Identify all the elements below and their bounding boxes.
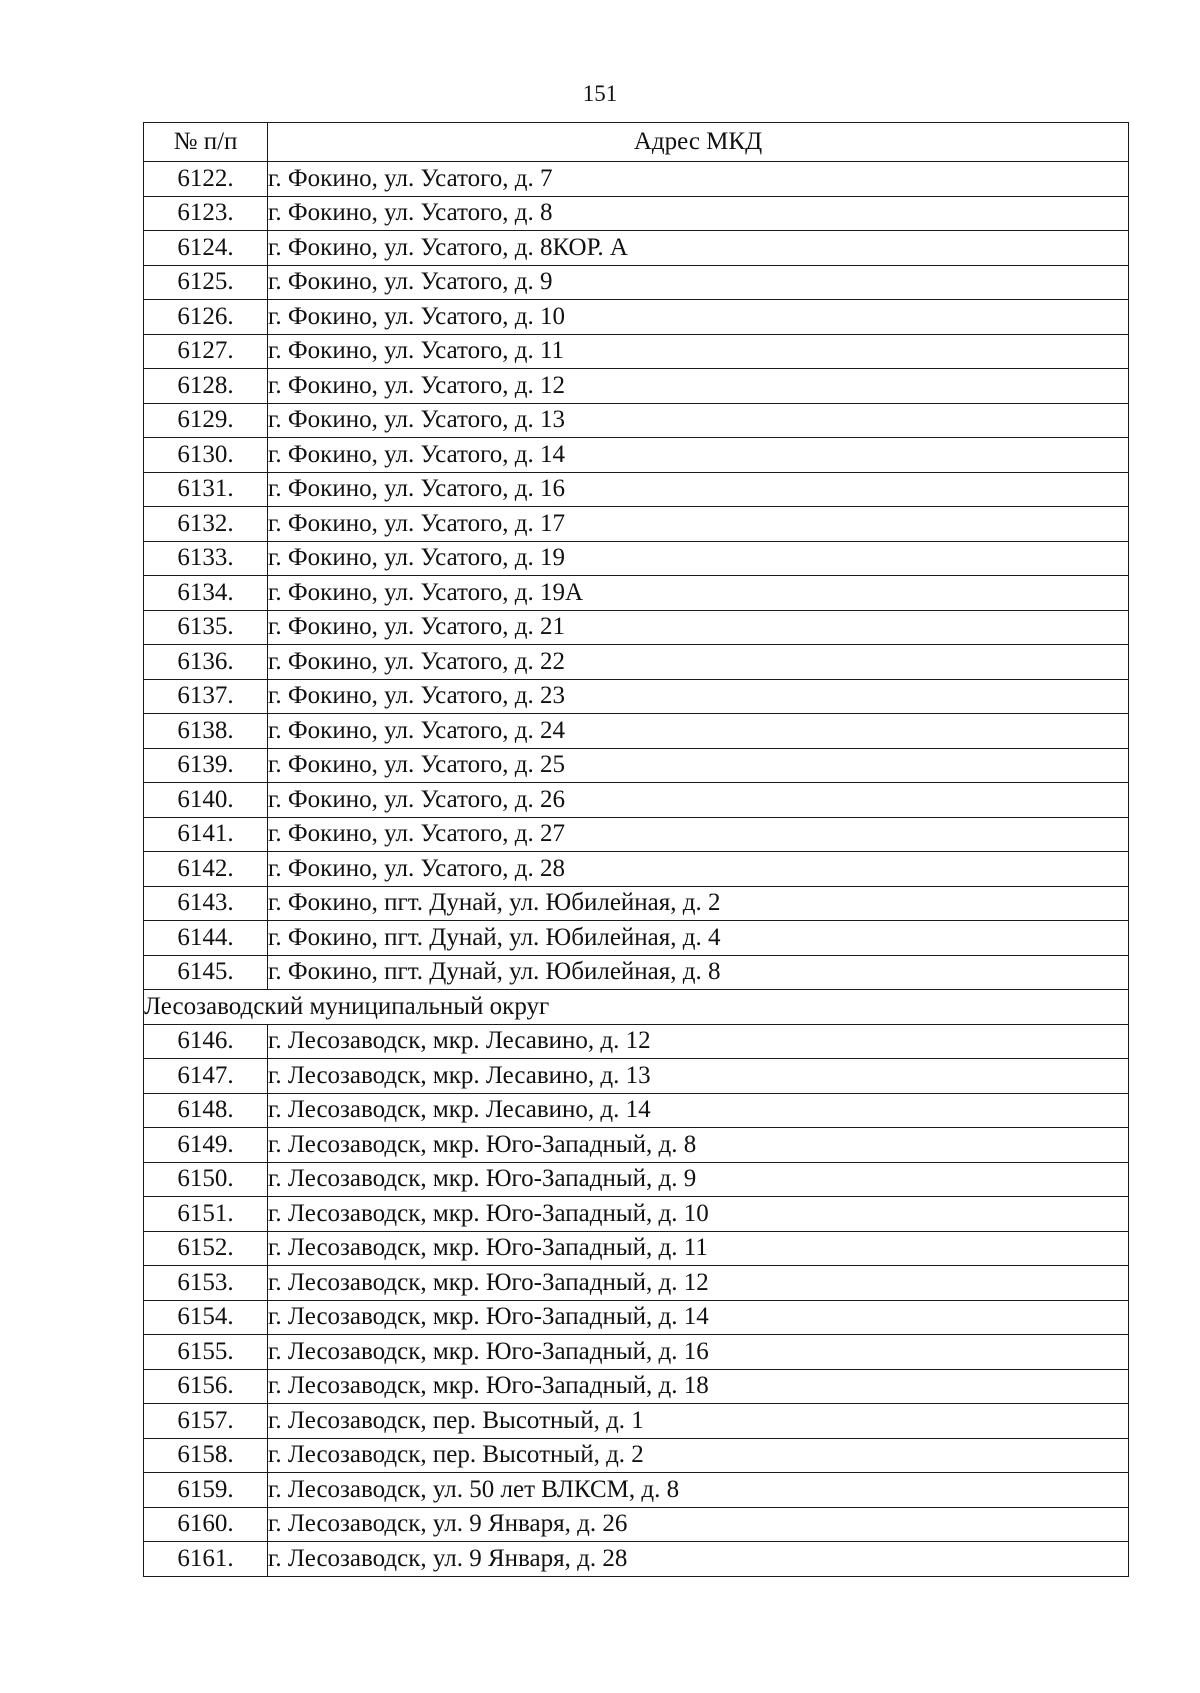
table-row (144, 507, 1129, 542)
row-number: 6144. (144, 921, 268, 956)
row-number: 6137. (144, 679, 268, 714)
row-number: 6145. (144, 955, 268, 990)
row-number: 6154. (144, 1300, 268, 1335)
row-number: 6143. (144, 886, 268, 921)
table-row (144, 231, 1129, 266)
row-address: г. Фокино, ул. Усатого, д. 9 (268, 265, 1129, 300)
row-number: 6122. (144, 162, 268, 197)
row-address: г. Фокино, ул. Усатого, д. 14 (268, 438, 1129, 473)
table-row (144, 576, 1129, 611)
row-address: г. Фокино, ул. Усатого, д. 25 (268, 748, 1129, 783)
table-row (144, 1335, 1129, 1370)
row-number: 6124. (144, 231, 268, 266)
table-row (144, 300, 1129, 335)
row-number: 6161. (144, 1542, 268, 1577)
row-address: г. Лесозаводск, ул. 50 лет ВЛКСМ, д. 8 (268, 1473, 1129, 1508)
table-row (144, 369, 1129, 404)
table-row (144, 1438, 1129, 1473)
table-row (144, 1024, 1129, 1059)
row-number: 6129. (144, 403, 268, 438)
table-row (144, 1197, 1129, 1232)
row-address: г. Лесозаводск, ул. 9 Января, д. 26 (268, 1507, 1129, 1542)
row-number: 6139. (144, 748, 268, 783)
row-number: 6133. (144, 541, 268, 576)
row-number: 6142. (144, 852, 268, 887)
row-address: г. Лесозаводск, мкр. Юго-Западный, д. 10 (268, 1197, 1129, 1232)
row-number: 6155. (144, 1335, 268, 1370)
table-row (144, 1266, 1129, 1301)
table-row (144, 196, 1129, 231)
table-row (144, 645, 1129, 680)
row-address: г. Фокино, ул. Усатого, д. 7 (268, 162, 1129, 197)
table-row (144, 852, 1129, 887)
row-number: 6140. (144, 783, 268, 818)
header-number: № п/п (144, 123, 268, 162)
row-address: г. Фокино, ул. Усатого, д. 27 (268, 817, 1129, 852)
header-address: Адрес МКД (268, 123, 1129, 162)
row-number: 6136. (144, 645, 268, 680)
table-row (144, 1542, 1129, 1577)
row-address: г. Фокино, ул. Усатого, д. 24 (268, 714, 1129, 749)
row-number: 6149. (144, 1128, 268, 1163)
row-number: 6151. (144, 1197, 268, 1232)
row-address: г. Фокино, ул. Усатого, д. 17 (268, 507, 1129, 542)
row-address: г. Фокино, ул. Усатого, д. 16 (268, 472, 1129, 507)
row-address: г. Лесозаводск, пер. Высотный, д. 2 (268, 1438, 1129, 1473)
table-row (144, 1093, 1129, 1128)
table-row (144, 817, 1129, 852)
row-number: 6153. (144, 1266, 268, 1301)
table-row (144, 748, 1129, 783)
row-number: 6147. (144, 1059, 268, 1094)
row-address: г. Фокино, ул. Усатого, д. 13 (268, 403, 1129, 438)
row-address: г. Лесозаводск, мкр. Лесавино, д. 12 (268, 1024, 1129, 1059)
table-row (144, 1128, 1129, 1163)
row-address: г. Лесозаводск, ул. 9 Января, д. 28 (268, 1542, 1129, 1577)
row-number: 6135. (144, 610, 268, 645)
table-body (144, 162, 1129, 1577)
row-number: 6146. (144, 1024, 268, 1059)
page-number: 151 (582, 81, 618, 106)
row-address: г. Фокино, пгт. Дунай, ул. Юбилейная, д. 2 (268, 886, 1129, 921)
table-row (144, 472, 1129, 507)
row-number: 6130. (144, 438, 268, 473)
table-row (144, 783, 1129, 818)
row-address: г. Фокино, ул. Усатого, д. 23 (268, 679, 1129, 714)
row-number: 6131. (144, 472, 268, 507)
table-row (144, 610, 1129, 645)
table-row (144, 334, 1129, 369)
row-address: г. Лесозаводск, мкр. Юго-Западный, д. 12 (268, 1266, 1129, 1301)
row-address: г. Фокино, ул. Усатого, д. 8КОР. А (268, 231, 1129, 266)
row-address: г. Фокино, пгт. Дунай, ул. Юбилейная, д. 8 (268, 955, 1129, 990)
row-address: г. Фокино, пгт. Дунай, ул. Юбилейная, д. 4 (268, 921, 1129, 956)
row-number: 6138. (144, 714, 268, 749)
table-row (144, 679, 1129, 714)
table-row (144, 438, 1129, 473)
table-row (144, 1404, 1129, 1439)
row-address: г. Лесозаводск, мкр. Юго-Западный, д. 14 (268, 1300, 1129, 1335)
table-row (144, 1300, 1129, 1335)
table-row (144, 1059, 1129, 1094)
row-address: г. Лесозаводск, мкр. Лесавино, д. 13 (268, 1059, 1129, 1094)
row-address: г. Лесозаводск, мкр. Юго-Западный, д. 16 (268, 1335, 1129, 1370)
row-number: 6160. (144, 1507, 268, 1542)
table-row (144, 955, 1129, 990)
row-address: г. Лесозаводск, мкр. Юго-Западный, д. 11 (268, 1231, 1129, 1266)
row-address: г. Лесозаводск, мкр. Лесавино, д. 14 (268, 1093, 1129, 1128)
table-header-row (144, 123, 1129, 162)
table-row (144, 162, 1129, 197)
row-address: г. Фокино, ул. Усатого, д. 22 (268, 645, 1129, 680)
row-address: г. Фокино, ул. Усатого, д. 28 (268, 852, 1129, 887)
row-number: 6132. (144, 507, 268, 542)
row-number: 6125. (144, 265, 268, 300)
table-row (144, 1473, 1129, 1508)
table-row (144, 265, 1129, 300)
table-row (144, 1369, 1129, 1404)
row-number: 6141. (144, 817, 268, 852)
table-row (144, 403, 1129, 438)
row-number: 6157. (144, 1404, 268, 1439)
row-address: г. Фокино, ул. Усатого, д. 26 (268, 783, 1129, 818)
table-row (144, 886, 1129, 921)
table-row (144, 1231, 1129, 1266)
row-number: 6159. (144, 1473, 268, 1508)
row-number: 6123. (144, 196, 268, 231)
row-address: г. Фокино, ул. Усатого, д. 19 (268, 541, 1129, 576)
row-address: г. Лесозаводск, мкр. Юго-Западный, д. 18 (268, 1369, 1129, 1404)
row-address: г. Лесозаводск, мкр. Юго-Западный, д. 8 (268, 1128, 1129, 1163)
row-address: г. Фокино, ул. Усатого, д. 12 (268, 369, 1129, 404)
row-address: г. Фокино, ул. Усатого, д. 8 (268, 196, 1129, 231)
row-number: 6126. (144, 300, 268, 335)
section-row (144, 990, 1129, 1025)
row-number: 6127. (144, 334, 268, 369)
table-row (144, 714, 1129, 749)
table-row (144, 921, 1129, 956)
address-table (143, 122, 1129, 1577)
row-number: 6134. (144, 576, 268, 611)
row-address: г. Фокино, ул. Усатого, д. 21 (268, 610, 1129, 645)
row-number: 6156. (144, 1369, 268, 1404)
row-address: г. Лесозаводск, мкр. Юго-Западный, д. 9 (268, 1162, 1129, 1197)
row-number: 6152. (144, 1231, 268, 1266)
row-number: 6150. (144, 1162, 268, 1197)
row-address: г. Лесозаводск, пер. Высотный, д. 1 (268, 1404, 1129, 1439)
table-row (144, 1162, 1129, 1197)
table-row (144, 541, 1129, 576)
row-address: г. Фокино, ул. Усатого, д. 10 (268, 300, 1129, 335)
section-title: Лесозаводский муниципальный округ (144, 990, 1129, 1025)
table-row (144, 1507, 1129, 1542)
row-address: г. Фокино, ул. Усатого, д. 11 (268, 334, 1129, 369)
row-number: 6148. (144, 1093, 268, 1128)
row-address: г. Фокино, ул. Усатого, д. 19А (268, 576, 1129, 611)
row-number: 6158. (144, 1438, 268, 1473)
row-number: 6128. (144, 369, 268, 404)
